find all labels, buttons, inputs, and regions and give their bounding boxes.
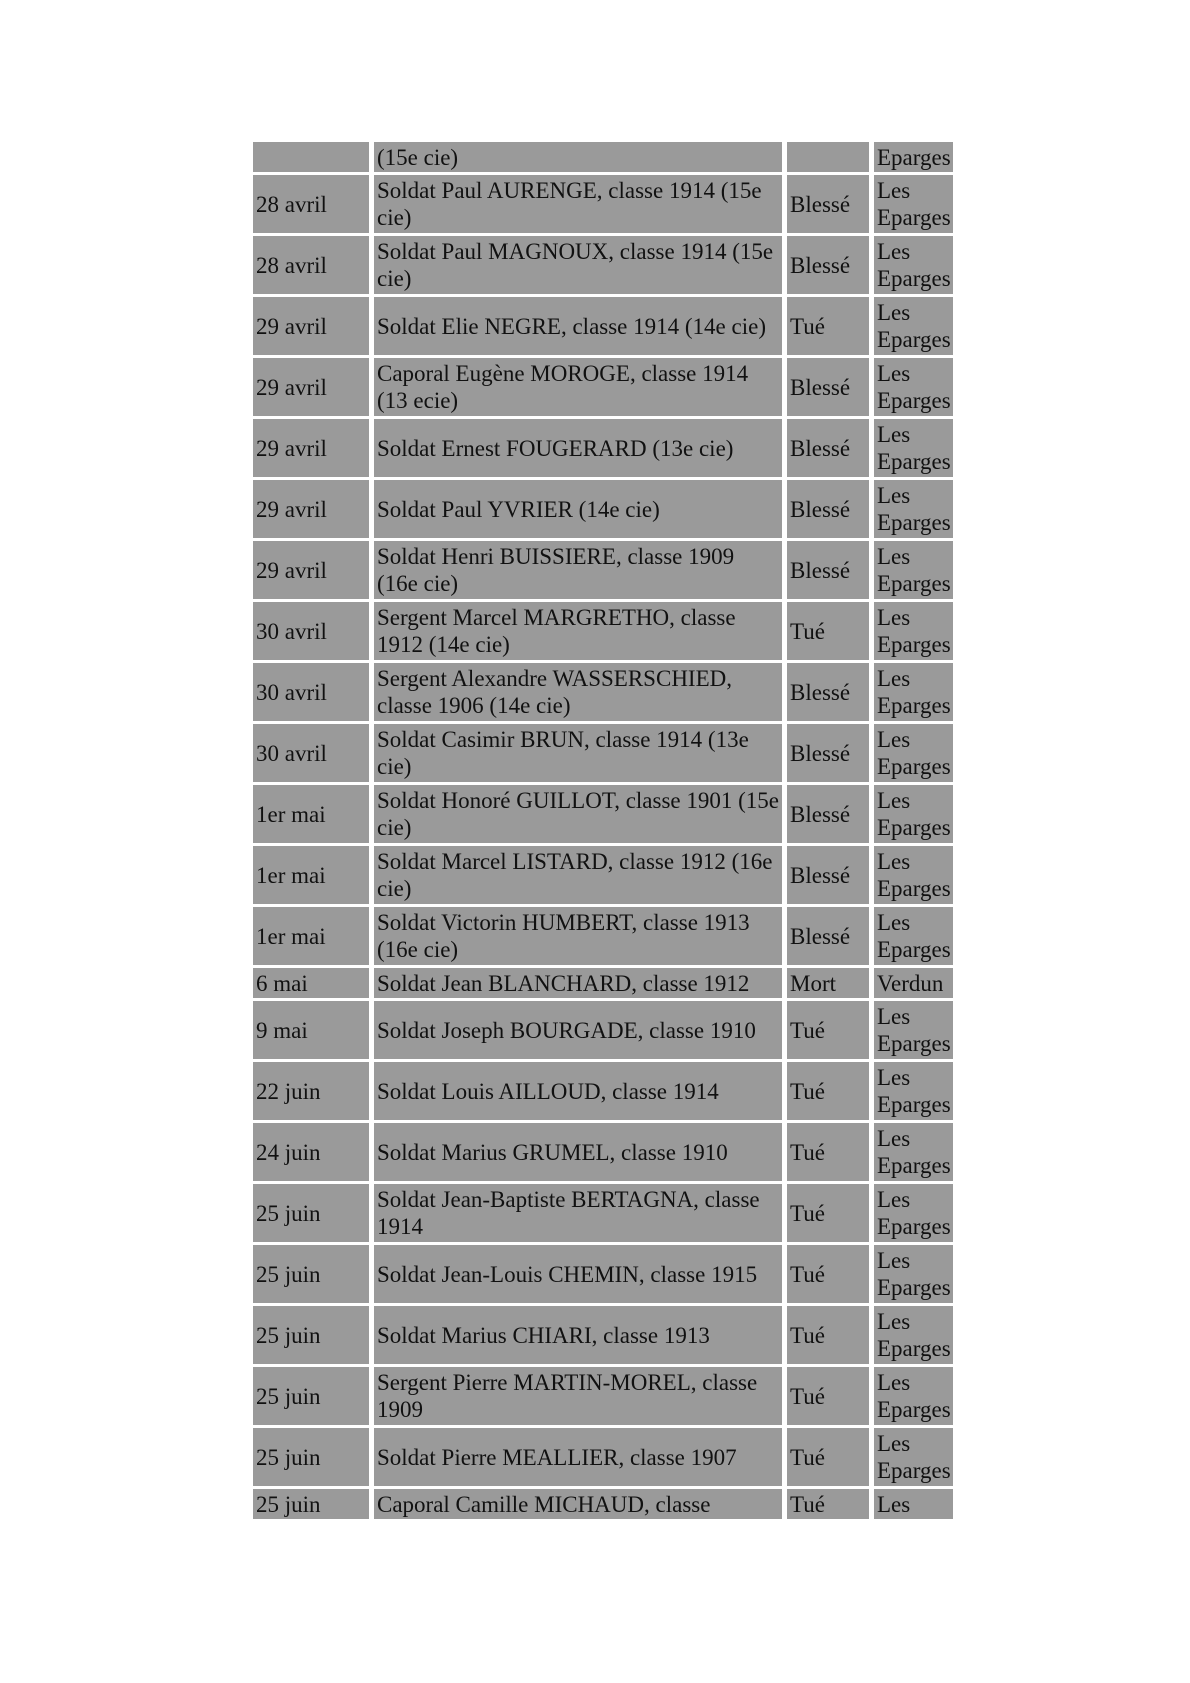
place-cell-text: Les Eparges <box>877 1248 951 1300</box>
place-cell <box>874 1489 953 1519</box>
date-cell <box>253 663 369 721</box>
soldier-cell-text: Soldat Elie NEGRE, classe 1914 (14e cie) <box>377 313 766 339</box>
date-cell <box>253 1489 369 1519</box>
soldier-cell-text: Soldat Victorin HUMBERT, classe 1913 (16e cie) <box>377 910 750 962</box>
soldier-cell <box>374 1184 782 1242</box>
status-cell <box>787 175 869 233</box>
soldier-cell <box>374 1489 782 1519</box>
soldier-cell-text: Soldat Pierre MEALLIER, classe 1907 <box>377 1444 737 1470</box>
status-cell-text: Blessé <box>790 557 851 583</box>
soldier-cell <box>374 419 782 477</box>
date-cell-text: 30 avril <box>256 740 327 766</box>
status-cell-text: Mort <box>790 970 836 996</box>
status-cell <box>787 968 869 998</box>
soldier-cell-text: Caporal Camille MICHAUD, classe <box>377 1491 711 1517</box>
place-cell <box>874 175 953 233</box>
date-cell-text: 28 avril <box>256 252 327 278</box>
date-cell-text: 29 avril <box>256 557 327 583</box>
date-cell <box>253 1428 369 1486</box>
soldier-cell <box>374 907 782 965</box>
status-cell-text: Blessé <box>790 862 851 888</box>
place-cell <box>874 907 953 965</box>
date-cell-text: 29 avril <box>256 496 327 522</box>
soldier-cell-text: Soldat Louis AILLOUD, classe 1914 <box>377 1078 719 1104</box>
date-cell <box>253 846 369 904</box>
soldier-cell-text: Soldat Henri BUISSIERE, classe 1909 (16e cie) <box>377 544 735 596</box>
place-cell-text: Les Eparges <box>877 605 951 657</box>
date-cell-text: 25 juin <box>256 1444 321 1470</box>
status-cell-text: Blessé <box>790 801 851 827</box>
soldier-cell <box>374 1367 782 1425</box>
date-cell <box>253 1306 369 1364</box>
status-cell <box>787 1245 869 1303</box>
status-cell <box>787 1428 869 1486</box>
place-cell <box>874 1062 953 1120</box>
date-cell <box>253 1001 369 1059</box>
date-cell <box>253 358 369 416</box>
place-cell-text: Les Eparges <box>877 422 951 474</box>
place-cell-text: Eparges <box>877 144 951 170</box>
status-cell-text: Blessé <box>790 374 851 400</box>
place-cell-text: Les Eparges <box>877 1065 951 1117</box>
soldier-cell <box>374 1001 782 1059</box>
date-cell-text: 30 avril <box>256 679 327 705</box>
date-cell <box>253 1123 369 1181</box>
status-cell <box>787 541 869 599</box>
date-cell-text: 30 avril <box>256 618 327 644</box>
soldier-cell <box>374 785 782 843</box>
soldier-cell <box>374 1062 782 1120</box>
place-cell <box>874 1184 953 1242</box>
soldier-cell <box>374 724 782 782</box>
place-cell <box>874 1245 953 1303</box>
status-cell <box>787 419 869 477</box>
soldier-cell-text: Soldat Paul MAGNOUX, classe 1914 (15e cie) <box>377 239 774 291</box>
status-cell-text: Tué <box>790 618 825 644</box>
place-cell-text: Les Eparges <box>877 178 951 230</box>
soldier-cell-text: Soldat Paul YVRIER (14e cie) <box>377 496 660 522</box>
date-cell-text: 25 juin <box>256 1491 321 1517</box>
place-cell <box>874 1428 953 1486</box>
place-cell-text: Les Eparges <box>877 239 951 291</box>
date-cell <box>253 142 369 172</box>
date-cell <box>253 297 369 355</box>
soldier-cell-text: Soldat Casimir BRUN, classe 1914 (13e cie) <box>377 727 749 779</box>
status-cell-text: Tué <box>790 1383 825 1409</box>
status-cell-text: Blessé <box>790 435 851 461</box>
date-cell-text: 9 mai <box>256 1017 308 1043</box>
soldier-cell <box>374 1123 782 1181</box>
place-cell-text: Les Eparges <box>877 1309 951 1361</box>
place-cell-text: Les Eparges <box>877 483 951 535</box>
place-cell <box>874 142 953 172</box>
status-cell <box>787 663 869 721</box>
date-cell <box>253 175 369 233</box>
date-cell-text: 24 juin <box>256 1139 321 1165</box>
place-cell-text: Les Eparges <box>877 727 951 779</box>
status-cell-text: Tué <box>790 1322 825 1348</box>
status-cell-text: Tué <box>790 313 825 339</box>
status-cell-text: Tué <box>790 1017 825 1043</box>
soldier-cell <box>374 968 782 998</box>
status-cell-text: Tué <box>790 1139 825 1165</box>
status-cell-text: Blessé <box>790 740 851 766</box>
date-cell-text: 6 mai <box>256 970 308 996</box>
status-cell <box>787 480 869 538</box>
soldier-cell-text: Soldat Ernest FOUGERARD (13e cie) <box>377 435 734 461</box>
status-cell <box>787 907 869 965</box>
soldier-cell <box>374 297 782 355</box>
soldier-cell <box>374 142 782 172</box>
status-cell <box>787 1489 869 1519</box>
date-cell <box>253 785 369 843</box>
place-cell-text: Les Eparges <box>877 1187 951 1239</box>
status-cell <box>787 236 869 294</box>
soldier-cell-text: Soldat Marius GRUMEL, classe 1910 <box>377 1139 728 1165</box>
status-cell <box>787 785 869 843</box>
date-cell-text: 28 avril <box>256 191 327 217</box>
date-cell <box>253 541 369 599</box>
status-cell <box>787 1062 869 1120</box>
status-cell <box>787 724 869 782</box>
status-cell <box>787 142 869 172</box>
status-cell <box>787 1123 869 1181</box>
date-cell-text: 25 juin <box>256 1261 321 1287</box>
soldier-cell-text: Sergent Marcel MARGRETHO, classe 1912 (14e cie) <box>377 605 736 657</box>
soldier-cell <box>374 1428 782 1486</box>
status-cell <box>787 1367 869 1425</box>
place-cell <box>874 1367 953 1425</box>
soldier-cell-text: Soldat Paul AURENGE, classe 1914 (15e cie) <box>377 178 762 230</box>
status-cell-text: Tué <box>790 1261 825 1287</box>
place-cell <box>874 1123 953 1181</box>
place-cell <box>874 846 953 904</box>
date-cell-text: 29 avril <box>256 374 327 400</box>
date-cell <box>253 419 369 477</box>
date-cell-text: 25 juin <box>256 1322 321 1348</box>
soldier-cell <box>374 236 782 294</box>
status-cell <box>787 297 869 355</box>
date-cell <box>253 1062 369 1120</box>
place-cell-text: Les <box>877 1491 911 1517</box>
place-cell-text: Les Eparges <box>877 544 951 596</box>
soldier-cell <box>374 1306 782 1364</box>
place-cell <box>874 1001 953 1059</box>
date-cell <box>253 1245 369 1303</box>
place-cell-text: Les Eparges <box>877 666 951 718</box>
status-cell-text: Tué <box>790 1078 825 1104</box>
casualty-table <box>253 142 953 1519</box>
status-cell-text: Blessé <box>790 923 851 949</box>
soldier-cell <box>374 358 782 416</box>
place-cell-text: Les Eparges <box>877 361 951 413</box>
soldier-cell-text: Soldat Joseph BOURGADE, classe 1910 <box>377 1017 756 1043</box>
date-cell-text: 1er mai <box>256 801 326 827</box>
place-cell <box>874 1306 953 1364</box>
place-cell-text: Les Eparges <box>877 849 951 901</box>
soldier-cell <box>374 175 782 233</box>
date-cell-text: 22 juin <box>256 1078 321 1104</box>
place-cell-text: Les Eparges <box>877 1004 951 1056</box>
place-cell-text: Les Eparges <box>877 1370 951 1422</box>
place-cell-text: Les Eparges <box>877 910 951 962</box>
soldier-cell <box>374 846 782 904</box>
date-cell <box>253 907 369 965</box>
place-cell-text: Les Eparges <box>877 1431 951 1483</box>
status-cell-text: Tué <box>790 1200 825 1226</box>
date-cell-text: 1er mai <box>256 862 326 888</box>
status-cell-text: Blessé <box>790 252 851 278</box>
date-cell-text: 25 juin <box>256 1383 321 1409</box>
soldier-cell-text: Soldat Jean-Louis CHEMIN, classe 1915 <box>377 1261 758 1287</box>
date-cell-text: 29 avril <box>256 313 327 339</box>
soldier-cell-text: Caporal Eugène MOROGE, classe 1914 (13 ecie) <box>377 361 749 413</box>
status-cell <box>787 602 869 660</box>
soldier-cell <box>374 541 782 599</box>
place-cell-text: Verdun <box>877 970 944 996</box>
place-cell <box>874 663 953 721</box>
status-cell <box>787 1001 869 1059</box>
place-cell <box>874 602 953 660</box>
soldier-cell <box>374 663 782 721</box>
soldier-cell-text: Soldat Marcel LISTARD, classe 1912 (16e cie) <box>377 849 773 901</box>
place-cell <box>874 724 953 782</box>
date-cell-text: 25 juin <box>256 1200 321 1226</box>
soldier-cell-text: Sergent Pierre MARTIN-MOREL, classe 1909 <box>377 1370 758 1422</box>
place-cell-text: Les Eparges <box>877 300 951 352</box>
date-cell <box>253 1367 369 1425</box>
soldier-cell <box>374 1245 782 1303</box>
date-cell <box>253 724 369 782</box>
status-cell-text: Blessé <box>790 496 851 522</box>
place-cell <box>874 419 953 477</box>
status-cell <box>787 1184 869 1242</box>
status-cell <box>787 1306 869 1364</box>
date-cell-text: 29 avril <box>256 435 327 461</box>
place-cell <box>874 358 953 416</box>
date-cell <box>253 236 369 294</box>
soldier-cell-text: Soldat Honoré GUILLOT, classe 1901 (15e cie) <box>377 788 779 840</box>
place-cell <box>874 541 953 599</box>
soldier-cell <box>374 480 782 538</box>
status-cell <box>787 358 869 416</box>
status-cell-text: Tué <box>790 1491 825 1517</box>
place-cell <box>874 968 953 998</box>
place-cell <box>874 236 953 294</box>
soldier-cell-text: Sergent Alexandre WASSERSCHIED, classe 1906 (14e cie) <box>377 666 732 718</box>
date-cell <box>253 602 369 660</box>
soldier-cell-text: Soldat Marius CHIARI, classe 1913 <box>377 1322 710 1348</box>
date-cell <box>253 1184 369 1242</box>
place-cell <box>874 297 953 355</box>
soldier-cell <box>374 602 782 660</box>
status-cell <box>787 846 869 904</box>
place-cell-text: Les Eparges <box>877 788 951 840</box>
soldier-cell-text: (15e cie) <box>377 144 459 170</box>
date-cell-text: 1er mai <box>256 923 326 949</box>
date-cell <box>253 968 369 998</box>
soldier-cell-text: Soldat Jean BLANCHARD, classe 1912 <box>377 970 750 996</box>
status-cell-text: Tué <box>790 1444 825 1470</box>
place-cell <box>874 785 953 843</box>
place-cell <box>874 480 953 538</box>
soldier-cell-text: Soldat Jean-Baptiste BERTAGNA, classe 1914 <box>377 1187 760 1239</box>
place-cell-text: Les Eparges <box>877 1126 951 1178</box>
status-cell-text: Blessé <box>790 191 851 217</box>
status-cell-text: Blessé <box>790 679 851 705</box>
date-cell <box>253 480 369 538</box>
